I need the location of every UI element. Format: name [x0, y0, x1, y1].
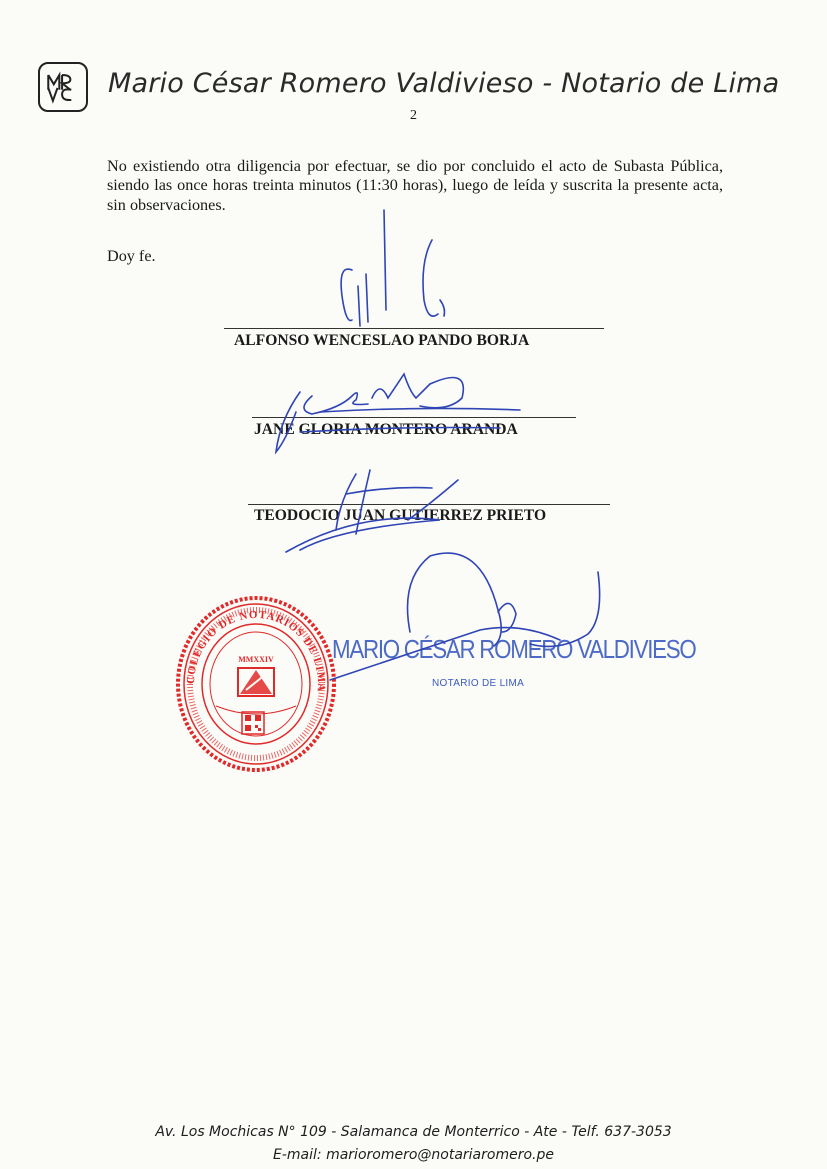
signature-3-stroke — [346, 488, 432, 494]
footer-email: E-mail: marioromero@notariaromero.pe — [273, 1147, 554, 1163]
notary-signature-stroke — [408, 553, 502, 646]
notary-seal — [176, 594, 336, 774]
notary-logo-icon — [40, 64, 86, 110]
notary-signature-stroke — [498, 603, 516, 632]
signatory-name-2: JANE GLORIA MONTERO ARANDA — [254, 421, 518, 438]
notary-stamp-name: MARIO CÉSAR ROMERO VALDIVIESO — [332, 634, 696, 664]
signature-2-stroke — [372, 374, 430, 398]
signature-1-stroke — [440, 300, 445, 316]
svg-text:COLEGIO DE NOTARIOS DE LIMA: COLEGIO DE NOTARIOS DE LIMA — [184, 608, 328, 693]
signature-2-stroke — [320, 408, 520, 412]
notary-name: Mario César Romero Valdivieso - Notario de Lima — [108, 68, 780, 99]
signature-1-stroke — [366, 274, 368, 322]
signature-1-stroke — [423, 240, 438, 316]
seal-icon — [176, 594, 336, 774]
signature-line-1 — [224, 328, 604, 329]
signature-line-2 — [252, 417, 576, 418]
signatory-name-3: TEODOCIO JUAN GUTIERREZ PRIETO — [254, 507, 547, 524]
page-number: 2 — [410, 108, 417, 123]
closing-paragraph: No existiendo otra diligencia por efectuar, se dio por concluido el acto de Subasta Pública, siendo las once horas treinta minutos (11:30 horas), luego de leída y suscrita la presente acta, sin observaciones. — [107, 157, 723, 214]
closing-formula: Doy fe. — [107, 247, 156, 265]
signature-1-stroke — [384, 210, 386, 310]
signature-2-stroke — [420, 378, 463, 408]
notary-logo — [38, 62, 88, 112]
signature-1-stroke — [358, 286, 360, 326]
signature-line-3 — [248, 504, 610, 505]
signature-2-stroke — [304, 393, 368, 414]
signature-1-stroke — [341, 269, 352, 320]
notary-stamp-title: NOTARIO DE LIMA — [432, 678, 525, 689]
signatory-name-1: ALFONSO WENCESLAO PANDO BORJA — [234, 332, 530, 349]
footer-address: Av. Los Mochicas N° 109 - Salamanca de Monterrico - Ate - Telf. 637-3053 — [155, 1124, 672, 1140]
svg-text:MMXXIV: MMXXIV — [238, 655, 274, 664]
